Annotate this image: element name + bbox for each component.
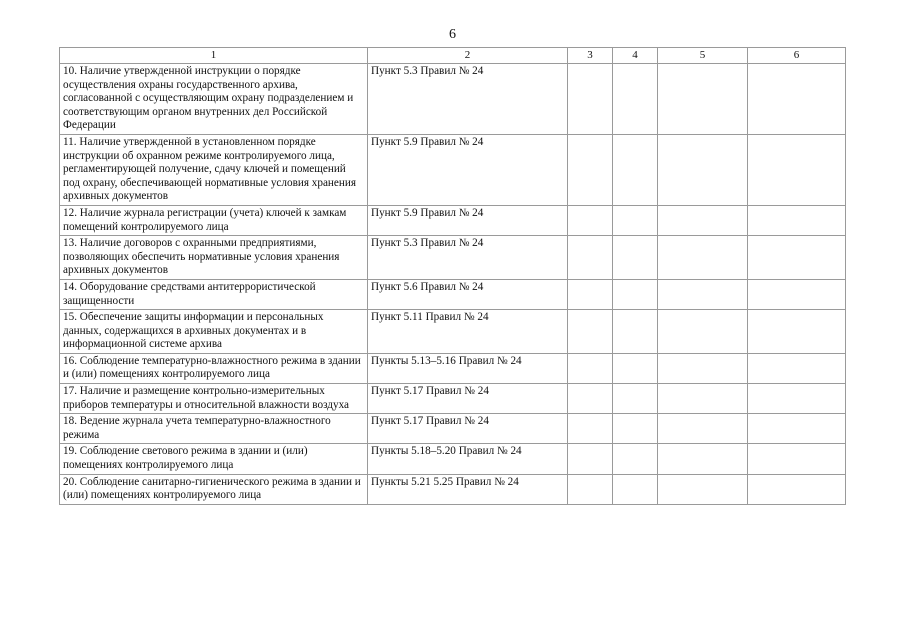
empty-cell (658, 205, 748, 235)
reference-cell: Пункт 5.6 Правил № 24 (368, 279, 568, 309)
empty-cell (748, 205, 846, 235)
empty-cell (613, 64, 658, 135)
empty-cell (658, 134, 748, 205)
empty-cell (613, 279, 658, 309)
empty-cell (658, 64, 748, 135)
reference-cell: Пункт 5.3 Правил № 24 (368, 236, 568, 280)
empty-cell (613, 474, 658, 504)
empty-cell (748, 310, 846, 354)
empty-cell (658, 474, 748, 504)
empty-cell (658, 384, 748, 414)
empty-cell (748, 134, 846, 205)
table-row (60, 205, 846, 235)
table-row (60, 236, 846, 280)
empty-cell (568, 353, 613, 383)
page-number: 6 (449, 27, 456, 42)
empty-cell (748, 236, 846, 280)
empty-cell (613, 310, 658, 354)
empty-cell (613, 353, 658, 383)
criterion-cell: 20. Соблюдение санитарно-гигиенического режима в здании и (или) помещениях контролируемого лица (60, 474, 368, 504)
criterion-cell: 14. Оборудование средствами антитеррористической защищенности (60, 279, 368, 309)
table-row (60, 384, 846, 414)
column-header-2: 2 (368, 48, 568, 64)
criterion-cell: 18. Ведение журнала учета температурно-влажностного режима (60, 414, 368, 444)
table-row (60, 279, 846, 309)
criterion-cell: 13. Наличие договоров с охранными предприятиями, позволяющих обеспечить нормативные условия хранения архивных документов (60, 236, 368, 280)
criterion-cell: 10. Наличие утвержденной инструкции о порядке осуществления охраны государственного архива, согласованной с осуществляющим охрану подразделением и соответствующим органом внутренних дел Российской Федерации (60, 64, 368, 135)
empty-cell (658, 414, 748, 444)
empty-cell (658, 279, 748, 309)
empty-cell (568, 205, 613, 235)
criterion-cell: 17. Наличие и размещение контрольно-измерительных приборов температуры и относительной влажности воздуха (60, 384, 368, 414)
reference-cell: Пункты 5.21 5.25 Правил № 24 (368, 474, 568, 504)
empty-cell (568, 384, 613, 414)
empty-cell (613, 205, 658, 235)
column-header-5: 5 (658, 48, 748, 64)
inspection-checklist-table (59, 47, 846, 505)
empty-cell (613, 384, 658, 414)
empty-cell (748, 474, 846, 504)
column-header-6: 6 (748, 48, 846, 64)
empty-cell (658, 353, 748, 383)
criterion-cell: 12. Наличие журнала регистрации (учета) ключей к замкам помещений контролируемого лица (60, 205, 368, 235)
reference-cell: Пункт 5.9 Правил № 24 (368, 134, 568, 205)
criterion-cell: 16. Соблюдение температурно-влажностного режима в здании и (или) помещениях контролируемого лица (60, 353, 368, 383)
empty-cell (568, 134, 613, 205)
column-header-1: 1 (60, 48, 368, 64)
reference-cell: Пункт 5.3 Правил № 24 (368, 64, 568, 135)
column-header-4: 4 (613, 48, 658, 64)
empty-cell (658, 310, 748, 354)
table-row (60, 310, 846, 354)
reference-cell: Пункт 5.17 Правил № 24 (368, 384, 568, 414)
reference-cell: Пункты 5.18–5.20 Правил № 24 (368, 444, 568, 474)
table-row (60, 474, 846, 504)
empty-cell (613, 444, 658, 474)
reference-cell: Пункт 5.11 Правил № 24 (368, 310, 568, 354)
criterion-cell: 11. Наличие утвержденной в установленном порядке инструкции об охранном режиме контролируемого лица, регламентирующей получение, сдачу ключей и помещений под охрану, обеспечивающей нормативные условия хранения архивных документов (60, 134, 368, 205)
table-row (60, 64, 846, 135)
criterion-cell: 19. Соблюдение светового режима в здании и (или) помещениях контролируемого лица (60, 444, 368, 474)
empty-cell (748, 279, 846, 309)
column-header-3: 3 (568, 48, 613, 64)
empty-cell (613, 414, 658, 444)
table-row (60, 353, 846, 383)
empty-cell (568, 64, 613, 135)
empty-cell (748, 64, 846, 135)
table-row (60, 414, 846, 444)
empty-cell (748, 384, 846, 414)
empty-cell (748, 444, 846, 474)
empty-cell (568, 236, 613, 280)
empty-cell (658, 444, 748, 474)
empty-cell (568, 279, 613, 309)
table-header-row (60, 48, 846, 64)
empty-cell (658, 236, 748, 280)
reference-cell: Пункт 5.9 Правил № 24 (368, 205, 568, 235)
empty-cell (568, 474, 613, 504)
empty-cell (568, 414, 613, 444)
empty-cell (613, 134, 658, 205)
empty-cell (748, 353, 846, 383)
empty-cell (748, 414, 846, 444)
empty-cell (568, 310, 613, 354)
empty-cell (613, 236, 658, 280)
table-row (60, 134, 846, 205)
reference-cell: Пункт 5.17 Правил № 24 (368, 414, 568, 444)
criterion-cell: 15. Обеспечение защиты информации и персональных данных, содержащихся в архивных документах и в информационной системе архива (60, 310, 368, 354)
reference-cell: Пункты 5.13–5.16 Правил № 24 (368, 353, 568, 383)
empty-cell (568, 444, 613, 474)
table-row (60, 444, 846, 474)
